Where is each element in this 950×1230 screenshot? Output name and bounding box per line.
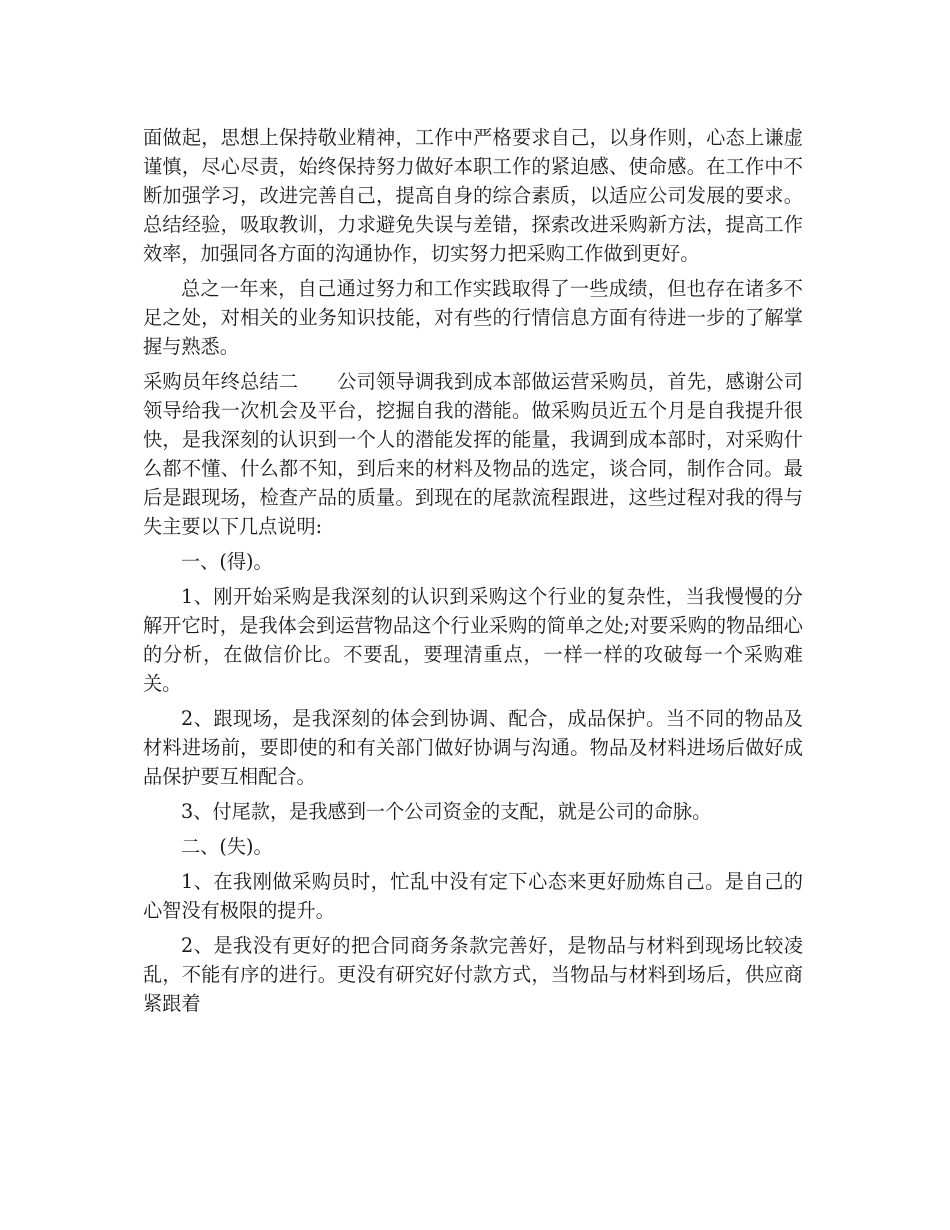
subsection-heading: 一、(得)。	[181, 550, 273, 573]
subsection-heading: 二、(失)。	[181, 835, 273, 858]
paragraph: 面做起，思想上保持敬业精神，工作中严格要求自己，以身作则，心态上谦虚谨慎，尽心尽责，始终保持努力做好本职工作的紧迫感、使命感。在工作中不断加强学习，改进完善自己，提高自身的综合素质，以适应公司发展的要求。总结经验，吸取教训，力求避免失误与差错，探索改进采购新方法，提高工作效率，加强同各方面的沟通协作，切实努力把采购工作做到更好。	[143, 126, 803, 265]
list-item: 3、付尾款，是我感到一个公司资金的支配，就是公司的命脉。	[181, 800, 712, 823]
section-heading-paragraph: 采购员年终总结二 公司领导调我到成本部做运营采购员，首先，感谢公司领导给我一次机会及平台，挖掘自我的潜能。做采购员近五个月是自我提升很快，是我深刻的认识到一个人的潜能发挥的能量，我调到成本部时，对采购什么都不懂、什么都不知，到后来的材料及物品的选定，谈合同，制作合同。最后是跟现场，检查产品的质量。到现在的尾款流程跟进，这些过程对我的得与失主要以下几点说明:	[143, 370, 803, 538]
document-body	[143, 123, 803, 1024]
list-item: 2、是我没有更好的把合同商务条款完善好，是物品与材料到现场比较凌乱，不能有序的进行。更没有研究好付款方式，当物品与材料到场后，供应商紧跟着	[143, 934, 803, 1015]
paragraph: 总之一年来，自己通过努力和工作实践取得了一些成绩，但也存在诸多不足之处，对相关的业务知识技能，对有些的行情信息方面有待进一步的了解掌握与熟悉。	[143, 277, 803, 358]
list-item: 2、跟现场，是我深刻的体会到协调、配合，成品保护。当不同的物品及材料进场前，要即使的和有关部门做好协调与沟通。物品及材料进场后做好成品保护要互相配合。	[143, 707, 803, 788]
list-item: 1、在我刚做采购员时，忙乱中没有定下心态来更好励炼自己。是自己的心智没有极限的提升。	[143, 870, 803, 922]
list-item: 1、刚开始采购是我深刻的认识到采购这个行业的复杂性，当我慢慢的分解开它时，是我体会到运营物品这个行业采购的简单之处;对要采购的物品细心的分析，在做信价比。不要乱，要理清重点，一样一样的攻破每一个采购难关。	[143, 585, 803, 695]
